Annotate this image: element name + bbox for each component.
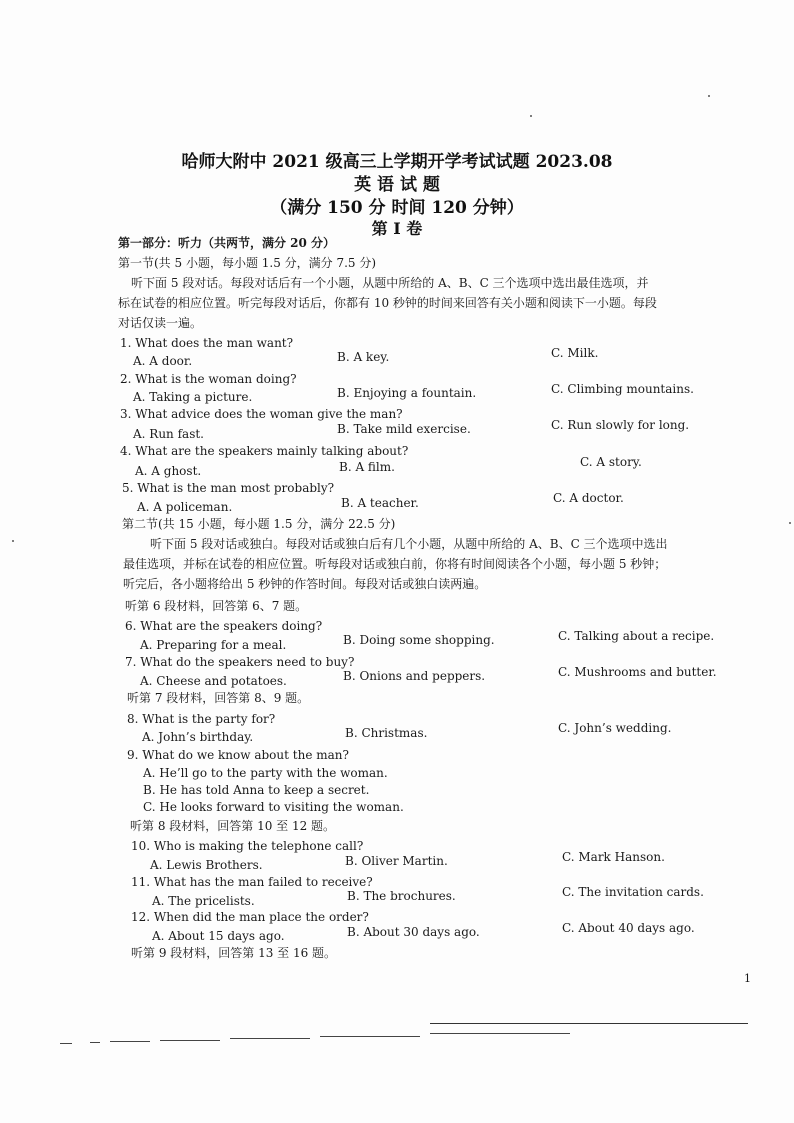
scan-dash bbox=[230, 1038, 310, 1039]
segment-label: 听第 9 段材料，回答第 13 至 16 题。 bbox=[131, 946, 337, 960]
option-b: B. Take mild exercise. bbox=[337, 422, 471, 436]
segment-label: 听第 7 段材料，回答第 8、9 题。 bbox=[127, 691, 310, 705]
volume-title: 第 I 卷 bbox=[371, 219, 423, 238]
option-a: A. John’s birthday. bbox=[142, 730, 254, 744]
score-time-info: （满分 150 分 时间 120 分钟） bbox=[270, 198, 524, 218]
option-a: A. A door. bbox=[133, 354, 193, 368]
option-a: A. Run fast. bbox=[133, 427, 204, 441]
question-stem: 5. What is the man most probably? bbox=[122, 481, 335, 495]
scan-speck bbox=[708, 95, 710, 97]
option-a: A. The pricelists. bbox=[152, 894, 255, 908]
segment-label: 听第 8 段材料，回答第 10 至 12 题。 bbox=[130, 819, 336, 833]
option-c: C. A doctor. bbox=[553, 491, 624, 505]
option-a: A. Preparing for a meal. bbox=[140, 638, 287, 652]
section1-instruction-line: 听下面 5 段对话。每段对话后有一个小题，从题中所给的 A、B、C 三个选项中选出最佳选项，并 bbox=[131, 276, 649, 290]
option-a: A. Lewis Brothers. bbox=[150, 858, 263, 872]
option-c: C. He looks forward to visiting the woman. bbox=[143, 800, 404, 814]
question-stem: 1. What does the man want? bbox=[120, 336, 294, 350]
section2-instruction-line: 听完后，各小题将给出 5 秒钟的作答时间。每段对话或独白读两遍。 bbox=[123, 577, 487, 591]
section2-instruction-line: 最佳选项，并标在试卷的相应位置。听每段对话或独白前，你将有时间阅读各个小题，每小题 5 秒钟； bbox=[123, 557, 667, 571]
option-a: A. Cheese and potatoes. bbox=[140, 674, 287, 688]
question-stem: 8. What is the party for? bbox=[127, 712, 276, 726]
option-b: B. Doing some shopping. bbox=[343, 633, 495, 647]
option-b: B. Onions and peppers. bbox=[343, 669, 486, 683]
scan-dash bbox=[90, 1042, 100, 1043]
bottom-rule bbox=[430, 1023, 748, 1024]
segment-label: 听第 6 段材料，回答第 6、7 题。 bbox=[125, 599, 308, 613]
scan-speck bbox=[530, 115, 532, 117]
scan-speck bbox=[12, 540, 14, 542]
option-a: A. About 15 days ago. bbox=[152, 929, 285, 943]
option-b: B. A film. bbox=[339, 460, 395, 474]
scan-speck bbox=[789, 522, 791, 524]
option-a: A. A policeman. bbox=[137, 500, 233, 514]
option-b: B. A key. bbox=[337, 350, 390, 364]
section1-instruction-line: 对话仅读一遍。 bbox=[118, 316, 203, 330]
option-b: B. He has told Anna to keep a secret. bbox=[143, 783, 370, 797]
option-c: C. Mark Hanson. bbox=[562, 850, 665, 864]
option-c: C. Run slowly for long. bbox=[551, 418, 690, 432]
scan-dash bbox=[320, 1036, 420, 1037]
section1-instruction-line: 标在试卷的相应位置。听完每段对话后，你都有 10 秒钟的时间来回答有关小题和阅读下一小题。每段 bbox=[118, 296, 657, 310]
section1-heading: 第一节(共 5 小题，每小题 1.5 分，满分 7.5 分) bbox=[118, 256, 377, 270]
page-number: 1 bbox=[744, 972, 751, 985]
question-stem: 7. What do the speakers need to buy? bbox=[125, 655, 355, 669]
scan-dash bbox=[110, 1041, 150, 1042]
option-a: A. Taking a picture. bbox=[133, 390, 253, 404]
question-stem: 11. What has the man failed to receive? bbox=[131, 875, 373, 889]
option-c: C. Milk. bbox=[551, 346, 599, 360]
option-b: B. Christmas. bbox=[345, 726, 428, 740]
option-c: C. The invitation cards. bbox=[562, 885, 704, 899]
section2-heading: 第二节(共 15 小题，每小题 1.5 分，满分 22.5 分) bbox=[122, 517, 396, 531]
option-c: C. Talking about a recipe. bbox=[558, 629, 715, 643]
part1-heading: 第一部分：听力（共两节，满分 20 分） bbox=[118, 236, 336, 250]
question-stem: 12. When did the man place the order? bbox=[131, 910, 369, 924]
option-b: B. Enjoying a fountain. bbox=[337, 386, 477, 400]
option-b: B. Oliver Martin. bbox=[345, 854, 448, 868]
question-stem: 4. What are the speakers mainly talking about? bbox=[120, 444, 409, 458]
scan-dash bbox=[160, 1040, 220, 1041]
option-c: C. Climbing mountains. bbox=[551, 382, 694, 396]
question-stem: 2. What is the woman doing? bbox=[120, 372, 297, 386]
scan-dash bbox=[430, 1033, 570, 1034]
subject-title: 英 语 试 题 bbox=[354, 175, 440, 195]
option-c: C. John’s wedding. bbox=[558, 721, 672, 735]
question-stem: 3. What advice does the woman give the man? bbox=[120, 407, 403, 421]
question-stem: 9. What do we know about the man? bbox=[127, 748, 349, 762]
option-c: C. A story. bbox=[580, 455, 642, 469]
option-c: C. About 40 days ago. bbox=[562, 921, 695, 935]
option-a: A. A ghost. bbox=[135, 464, 202, 478]
question-stem: 10. Who is making the telephone call? bbox=[131, 839, 364, 853]
exam-title: 哈师大附中 2021 级高三上学期开学考试试题 2023.08 bbox=[181, 152, 613, 172]
scan-dash bbox=[60, 1043, 72, 1044]
question-stem: 6. What are the speakers doing? bbox=[125, 619, 323, 633]
section2-instruction-line: 听下面 5 段对话或独白。每段对话或独白后有几个小题，从题中所给的 A、B、C 三个选项中选出 bbox=[150, 537, 668, 551]
option-b: B. The brochures. bbox=[347, 889, 456, 903]
option-c: C. Mushrooms and butter. bbox=[558, 665, 717, 679]
option-b: B. A teacher. bbox=[341, 496, 419, 510]
option-a: A. He’ll go to the party with the woman. bbox=[143, 766, 388, 780]
option-b: B. About 30 days ago. bbox=[347, 925, 480, 939]
